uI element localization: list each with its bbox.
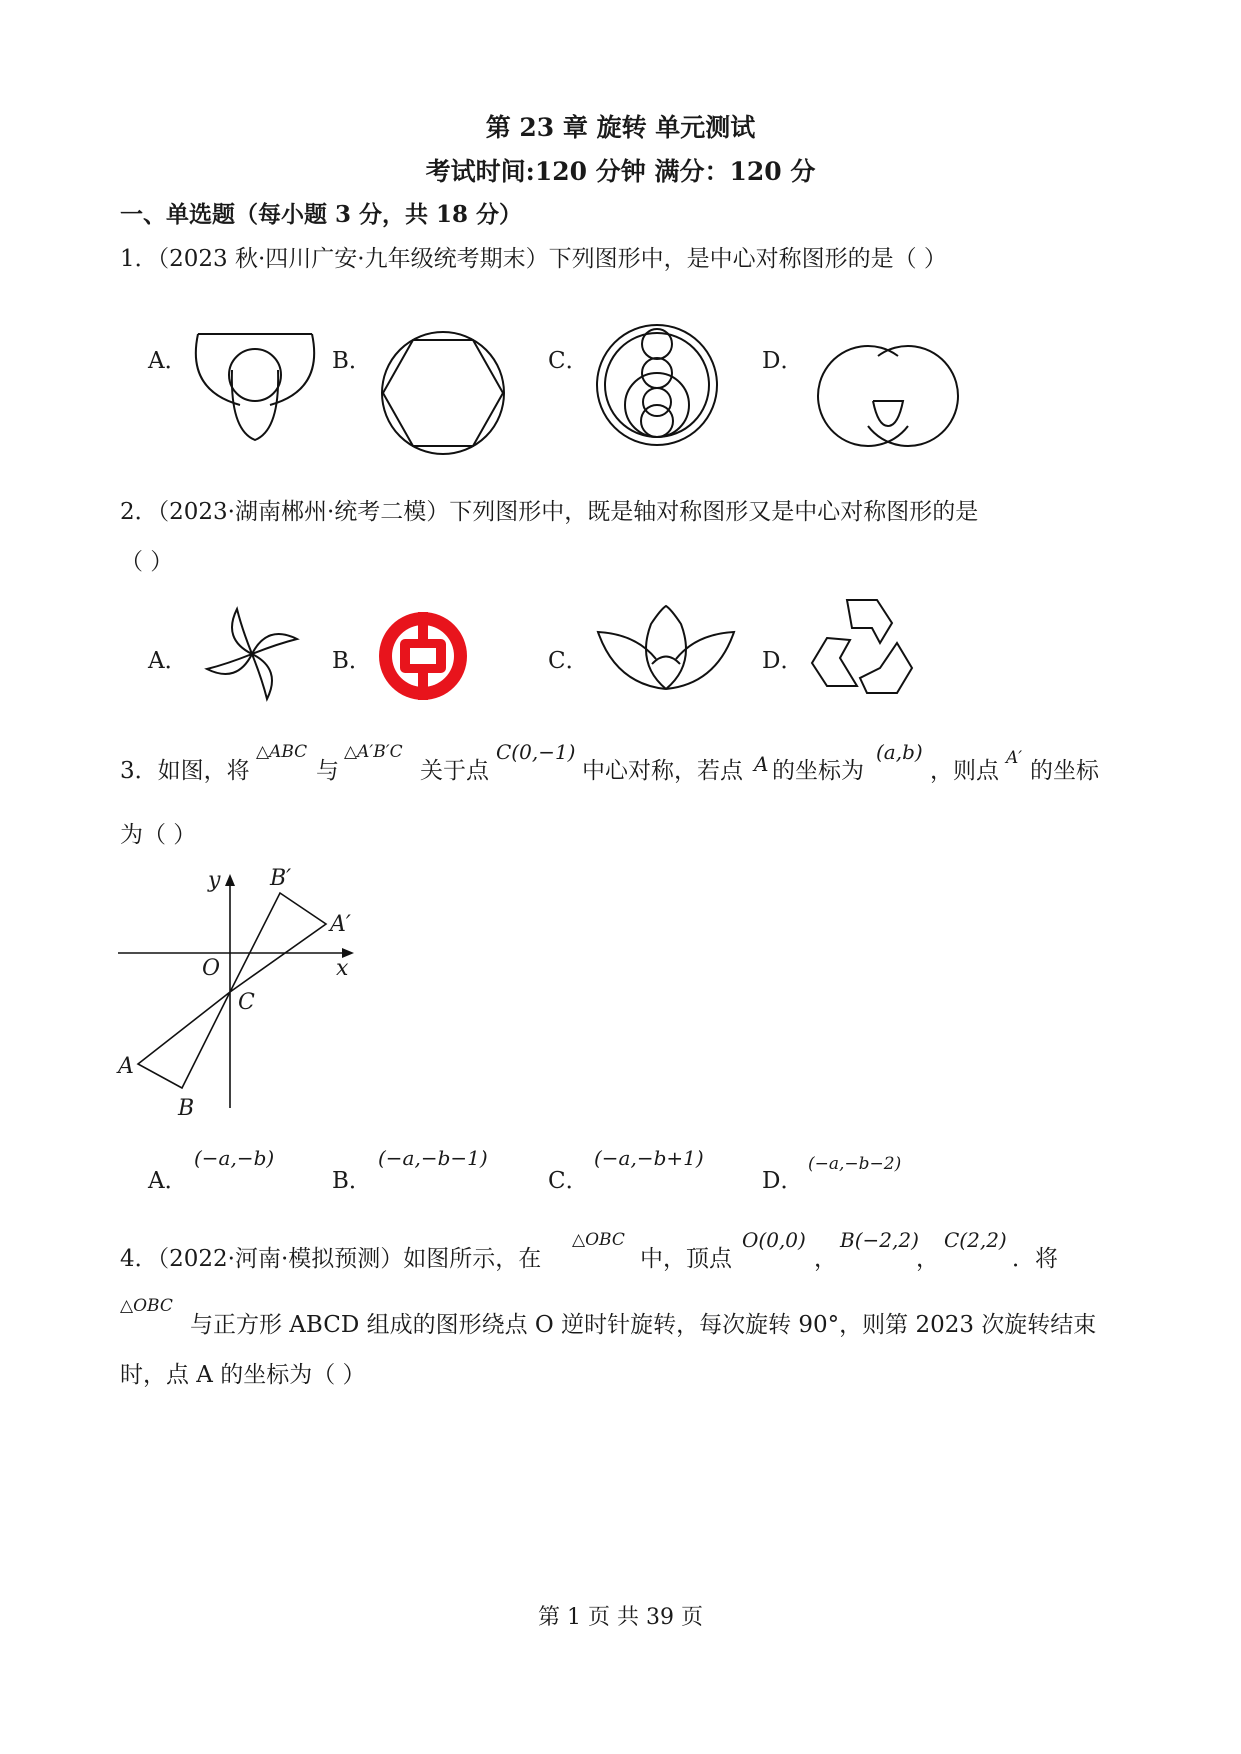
q3-text-6: ，则点 [930,758,999,784]
q4-math-point-c: C(2,2) [944,1228,1007,1252]
q3-math-ab: (a,b) [876,740,923,764]
q4-math-point-b: B(−2,2) [840,1228,919,1252]
q1-figure-c [592,320,722,450]
q2-stem-cont: （ ） [120,549,174,575]
q4-line-2: 与正方形 ABCD 组成的图形绕点 O 逆时针旋转，每次旋转 90°，则第 2023 次旋转结束 [190,1312,1097,1338]
q4-math-triangle-obc-2: △OBC [120,1296,173,1316]
q3-math-point-c: C(0,−1) [496,740,576,764]
triangle-abc [138,992,230,1088]
q1-option-a-label: A． [148,348,188,374]
label-b: B [178,1096,195,1121]
q3-math-triangle-a-prime: △A′B′C [344,742,403,762]
q3-text-4: 中心对称，若点 [582,758,743,784]
q1-option-d-label: D． [762,348,804,374]
q3-math-a-prime: A′ [1006,748,1023,768]
q1-figure-a [190,330,320,445]
q4-text-4: ， [916,1246,939,1272]
label-y: y [208,868,221,893]
q3-stem-cont: 为（ ） [120,822,197,848]
q4-text-2: 中，顶点 [640,1246,732,1272]
q3-text-3: 关于点 [420,758,489,784]
q1-figure-b [378,328,508,458]
q3-option-b-value: (−a,−b−1) [378,1146,488,1170]
page-title: 第 23 章 旋转 单元测试 [485,113,756,142]
label-c: C [238,990,255,1015]
q2-figure-d [812,598,912,698]
q2-stem: 2．（2023·湖南郴州·统考二模）下列图形中，既是轴对称图形又是中心对称图形的是 [120,499,979,525]
q4-text-3: ， [814,1246,837,1272]
q1-option-c-label: C． [548,348,589,374]
q4-math-triangle-obc: △OBC [572,1230,625,1250]
q3-math-triangle-abc: △ABC [256,742,308,762]
q3-math-a: A [754,752,769,776]
triangle-a-prime-b-prime-c [230,893,326,992]
label-o: O [202,956,221,981]
q1-stem: 1．（2023 秋·四川广安·九年级统考期末）下列图形中，是中心对称图形的是（ ） [120,246,947,272]
q4-math-point-o: O(0,0) [742,1228,806,1252]
q1-figure-d [808,336,968,446]
page-footer: 第 1 页 共 39 页 [538,1605,703,1630]
q1-option-b-label: B． [332,348,372,374]
q3-option-b-label: B． [332,1168,372,1194]
q2-figure-b-logo [376,609,470,703]
y-axis-arrow [225,874,235,886]
q3-option-c-label: C． [548,1168,589,1194]
q2-figure-c [596,604,736,694]
label-a: A [118,1054,134,1079]
q2-option-b-label: B． [332,648,372,674]
q3-option-d-label: D． [762,1168,804,1194]
q2-figure-a [202,604,302,704]
q3-text-1: 3．如图，将 [120,758,250,784]
label-a-prime: A′ [330,912,351,937]
q3-option-c-value: (−a,−b+1) [594,1146,704,1170]
q2-option-c-label: C． [548,648,589,674]
label-b-prime: B′ [270,866,292,891]
exam-info: 考试时间:120 分钟 满分：120 分 [425,157,816,186]
q3-text-2: 与 [316,758,339,784]
q2-option-a-label: A． [148,648,188,674]
q4-text-1: 4．（2022·河南·模拟预测）如图所示，在 [120,1246,542,1272]
q4-text-5: ．将 [1012,1246,1058,1272]
q3-option-d-value: (−a,−b−2) [808,1154,902,1174]
q2-option-d-label: D． [762,648,804,674]
q3-option-a-label: A． [148,1168,188,1194]
label-x: x [336,956,349,981]
q3-option-a-value: (−a,−b) [194,1146,275,1170]
q3-text-7: 的坐标 [1030,758,1099,784]
q3-text-5: 的坐标为 [772,758,864,784]
section-heading: 一、单选题（每小题 3 分，共 18 分） [120,201,523,228]
q4-line-3: 时，点 A 的坐标为（ ） [120,1362,366,1388]
